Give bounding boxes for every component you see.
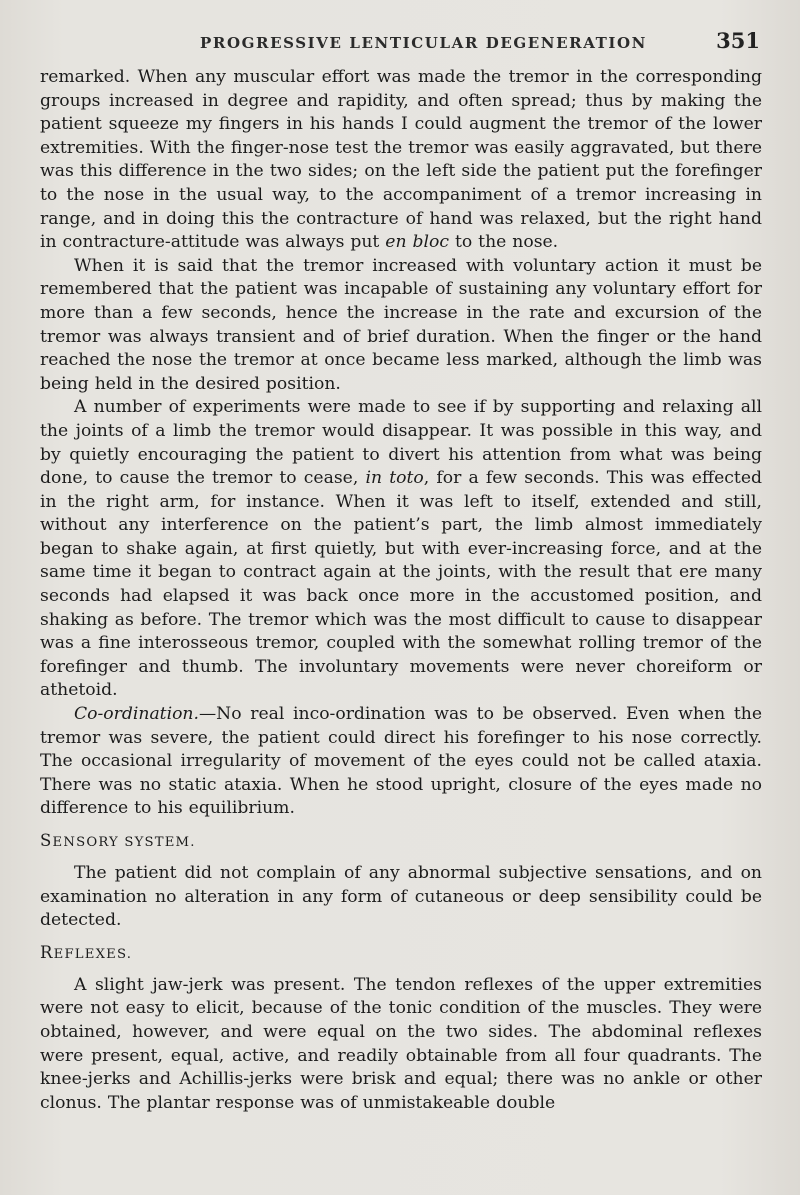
reflexes-heading — [40, 942, 762, 966]
paragraph-text: —No real inco-ordination was to be observed. Even when the tremor was severe, the patient could direct his forefinger to his nose correctly. The occasional irregularity of movement of the eyes could not be called ataxia. There was no static ataxia. When he stood upright, closure of the eyes made no difference to his equilibrium. — [40, 704, 762, 819]
heading-initial: S — [40, 831, 53, 850]
heading-rest: ENSORY SYSTEM. — [52, 835, 196, 850]
paragraph-experiments — [40, 396, 762, 703]
paragraph-text: remarked. When any muscular effort was made the tremor in the corresponding groups increased in degree and rapidity, and often spread; thus by making the patient squeeze my fingers in his hands I could augment the tremor of the lower extremities. With the finger-nose test the tremor was easily aggravated, but there was this difference in the two sides; on the left side the patient put the forefinger to the nose in the usual way, to the accompaniment of a tremor increasing in range, and in doing this the contracture of hand was relaxed, but the right hand in contracture-attitude was always put — [40, 67, 762, 253]
running-title: PROGRESSIVE LENTICULAR DEGENERATION — [200, 34, 647, 52]
italic-phrase: in toto — [365, 468, 424, 489]
coordination-subheading: Co-ordination. — [74, 704, 199, 725]
paragraph-sensory: The patient did not complain of any abnormal subjective sensations, and on examination no alteration in any form of cutaneous or deep sensibility could be detected. — [40, 863, 762, 931]
paragraph-text: , for a few seconds. This was effected in the right arm, for instance. When it was left to itself, extended and still, without any interference on the patient’s part, the limb almost immediately began to shake again, at first quietly, but with ever-increasing force, and at the same time it began to contract again at the joints, with the result that ere many seconds had elapsed it was back once more in the accustomed position, and shaking as before. The tremor which was the most difficult to cause to disappear was a fine interosseous tremor, coupled with the somewhat rolling tremor of the forefinger and thumb. The involuntary movements were never choreiform or athetoid. — [40, 468, 762, 701]
paragraph-reflexes: A slight jaw-jerk was present. The tendon reflexes of the upper extremities were not easy to elicit, because of the tonic condition of the muscles. They were obtained, however, and were equal on the two sides. The abdominal reflexes were present, equal, active, and readily obtainable from all four quadrants. The knee-jerks and Achillis-jerks were brisk and equal; there was no ankle or other clonus. The plantar response was of unmistakeable double — [40, 974, 762, 1113]
paragraph-tremor-effort — [40, 66, 762, 255]
running-head — [40, 28, 762, 58]
paragraph-coordination — [40, 703, 762, 821]
paragraph-text: A number of experiments were made to see if by supporting and relaxing all the joints of a limb the tremor would disappear. It was possible in this way, and by quietly encouraging the patient to divert his attention from what was being done, to cause the tremor to cease, — [40, 397, 762, 489]
sensory-system-heading — [40, 830, 762, 854]
page-number: 351 — [716, 28, 760, 53]
heading-initial: R — [40, 942, 54, 962]
italic-phrase: en bloc — [385, 232, 449, 253]
heading-rest: EFLEXES. — [53, 946, 133, 962]
body-text — [40, 66, 762, 1115]
paragraph-voluntary-action: When it is said that the tremor increased with voluntary action it must be remembered that the patient was incapable of sustaining any voluntary effort for more than a few seconds, hence the increase in the rate and excursion of the tremor was always transient and of brief duration. When the finger or the hand reached the nose the tremor at once became less marked, although the limb was being held in the desired position. — [40, 255, 762, 394]
paragraph-text: to the nose. — [448, 232, 559, 253]
